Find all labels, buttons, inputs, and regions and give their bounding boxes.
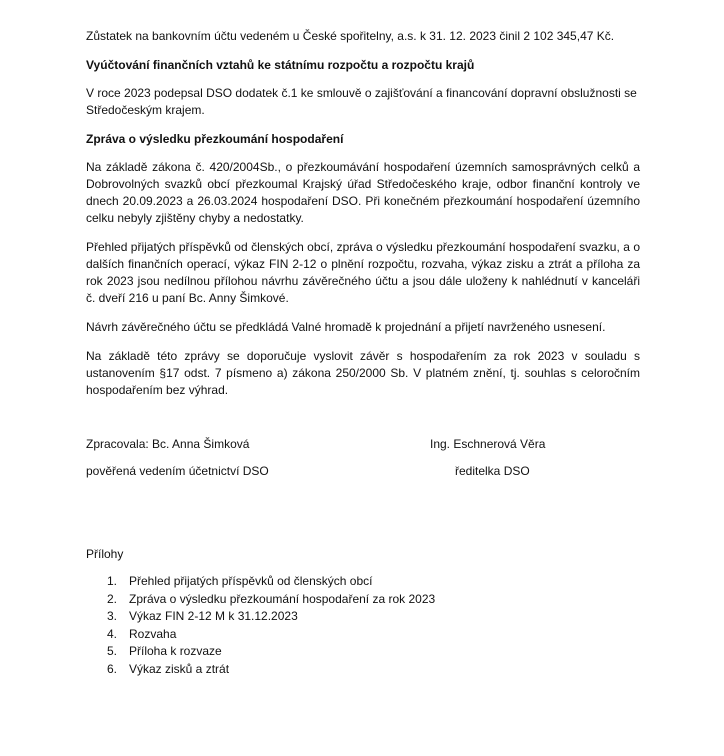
prepared-role: pověřená vedením účetnictví DSO xyxy=(86,464,269,478)
director-name: Ing. Eschnerová Věra xyxy=(430,437,546,451)
document-body xyxy=(86,28,640,411)
overview-paragraph: Přehled přijatých příspěvků od členských obcí, zpráva o výsledku přezkoumání hospodaření svazku, a o dalších finančních operací, výkaz FIN 2-12 o plnění rozpočtu, rozvaha, výkaz zisku a ztrát a příloha za rok 2023 jsou nedílnou přílohou návrhu závěrečného účtu a jsou dále uloženy k nahlédnutí v kanceláři č. dveří 216 u paní Bc. Anny Šimkové. xyxy=(86,240,640,305)
attachment-text: Výkaz zisků a ztrát xyxy=(129,661,230,676)
settlement-heading: Vyúčtování finančních vztahů ke státnímu rozpočtu a rozpočtu krajů xyxy=(86,58,475,72)
director-role: ředitelka DSO xyxy=(455,464,530,478)
attachment-number: 1. xyxy=(107,574,118,588)
attachment-text: Příloha k rozvaze xyxy=(129,644,222,658)
attachment-number: 6. xyxy=(107,661,118,676)
recommendation-paragraph: Na základě této zprávy se doporučuje vyslovit závěr s hospodařením za rok 2023 v souladu s ustanovením §17 odst. 7 písmeno a) zákona 250/2000 Sb. V platném znění, tj. souhlas s celoročním hospodařením bez výhrad. xyxy=(86,349,640,397)
attachment-text: Zpráva o výsledku přezkoumání hospodaření za rok 2023 xyxy=(129,591,436,606)
attachment-text: Rozvaha xyxy=(129,626,177,641)
proposal-paragraph: Návrh závěrečného účtu se předkládá Valné hromadě k projednání a přijetí navrženého usnesení. xyxy=(86,320,606,334)
attachments-title: Přílohy xyxy=(86,547,124,561)
prepared-by: Zpracovala: Bc. Anna Šimková xyxy=(86,437,250,451)
review-heading: Zpráva o výsledku přezkoumání hospodaření xyxy=(86,132,344,146)
balance-paragraph: Zůstatek na bankovním účtu vedeném u České spořitelny, a.s. k 31. 12. 2023 činil 2 102 345,47 Kč. xyxy=(86,29,615,43)
attachment-text: Výkaz FIN 2-12 M k 31.12.2023 xyxy=(129,609,298,623)
settlement-paragraph: V roce 2023 podepsal DSO dodatek č.1 ke smlouvě o zajišťování a financování dopravní obslužnosti se Středočeským krajem. xyxy=(86,86,637,117)
signature-names-row xyxy=(86,436,646,453)
attachment-text: Přehled přijatých příspěvků od členských obcí xyxy=(129,574,373,588)
attachment-number: 4. xyxy=(107,626,118,641)
review-paragraph: Na základě zákona č. 420/2004Sb., o přezkoumávání hospodaření územních samosprávných celků a Dobrovolných svazků obcí přezkoumal Krajský úřad Středočeského kraje, odbor finanční kontroly ve dnech 20.09.2023 a 26.03.2024 hospodaření DSO. Při konečném přezkoumání hospodaření územního celku nebyly zjištěny chyby a nedostatky. xyxy=(86,160,640,225)
attachment-number: 3. xyxy=(107,609,118,623)
attachment-number: 2. xyxy=(107,591,118,606)
signature-roles-row xyxy=(86,463,646,480)
attachment-number: 5. xyxy=(107,644,118,658)
